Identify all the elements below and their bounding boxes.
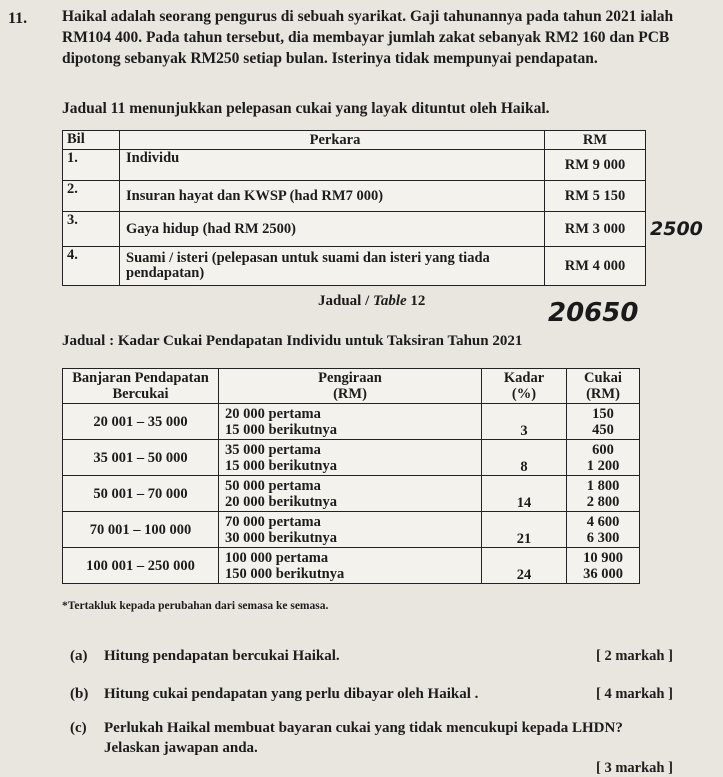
part-a-marks: [ 2 markah ] [596, 648, 673, 664]
header-band [63, 369, 219, 404]
header-band-line-2: Bercukai [112, 386, 169, 402]
intro-line-3: dipotong sebanyak RM250 setiap bulan. Isterinya tidak mempunyai pendapatan. [62, 50, 598, 67]
row-calc-next: 15 000 berikutnya [225, 457, 337, 474]
table-row [63, 476, 640, 512]
part-c-text-line-2: Jelaskan jawapan anda. [104, 740, 258, 756]
part-b-marks: [ 4 markah ] [596, 686, 673, 702]
handwritten-note-2500: 2500 [650, 218, 703, 240]
row-tax [567, 404, 640, 440]
row-calc-first: 20 000 pertama [225, 405, 321, 422]
question-number: 11. [8, 10, 28, 27]
row-calc [219, 476, 482, 512]
row-tax-first: 10 900 [583, 549, 623, 566]
caption-main: Jadual / [318, 293, 374, 309]
row-rate: 14 [482, 476, 567, 512]
row-tax-first: 600 [592, 441, 614, 458]
caption-number: 12 [406, 293, 426, 309]
relief-table-caption [318, 293, 425, 310]
row-tax-first: 1 800 [586, 477, 620, 494]
row-band: 70 001 – 100 000 [63, 512, 219, 548]
table-row [63, 181, 646, 212]
row-tax-next: 2 800 [586, 493, 620, 510]
row-perkara: Insuran hayat dan KWSP (had RM7 000) [120, 181, 545, 212]
row-tax [567, 548, 640, 584]
header-band-line-1: Banjaran Pendapatan [72, 370, 209, 386]
row-tax-first: 150 [592, 405, 614, 422]
row-band: 50 001 – 70 000 [63, 476, 219, 512]
header-rate-line-2: (%) [511, 386, 537, 402]
relief-table [62, 130, 646, 286]
header-rate-line-1: Kadar [503, 370, 545, 386]
row-calc-next: 15 000 berikutnya [225, 421, 337, 438]
row-calc-next: 30 000 berikutnya [225, 529, 337, 546]
row-bil: 1. [63, 150, 120, 181]
row-calc [219, 440, 482, 476]
row-tax-next: 1 200 [586, 457, 620, 474]
row-calc [219, 512, 482, 548]
row-calc-first: 70 000 pertama [225, 513, 321, 530]
tax-table-title: Jadual : Kadar Cukai Pendapatan Individu untuk Taksiran Tahun 2021 [62, 333, 523, 349]
part-a-label: (a) [70, 648, 88, 664]
row-calc [219, 404, 482, 440]
row-perkara: Individu [120, 150, 545, 181]
relief-table-header [63, 131, 646, 150]
row-bil: 3. [63, 212, 120, 247]
caption-italic: Table [373, 293, 407, 309]
row-rm: RM 3 000 [545, 212, 646, 247]
part-c-label: (c) [70, 720, 87, 736]
part-b-text: Hitung cukai pendapatan yang perlu dibayar oleh Haikal . [104, 686, 479, 702]
intro-line-2: RM104 400. Pada tahun tersebut, dia membayar jumlah zakat sebanyak RM2 160 dan PCB [62, 29, 670, 46]
part-a-text: Hitung pendapatan bercukai Haikal. [104, 648, 340, 664]
table-row [63, 404, 640, 440]
row-perkara-line-2: pendapatan) [126, 265, 205, 281]
header-calc-line-2: (RM) [333, 386, 367, 402]
header-perkara: Perkara [120, 131, 545, 150]
row-bil: 4. [63, 247, 120, 286]
row-tax-next: 36 000 [583, 565, 623, 582]
row-tax [567, 440, 640, 476]
row-band: 100 001 – 250 000 [63, 548, 219, 584]
row-rate: 24 [482, 548, 567, 584]
table-row [63, 150, 646, 181]
table-row [63, 548, 640, 584]
header-rm: RM [545, 131, 646, 150]
part-c-marks: [ 3 markah ] [596, 760, 673, 776]
row-perkara-line-1: Suami / isteri (pelepasan untuk suami dan isteri yang tiada [126, 250, 490, 266]
row-calc-next: 20 000 berikutnya [225, 493, 337, 510]
table-row [63, 212, 646, 247]
row-rate: 8 [482, 440, 567, 476]
row-rm: RM 9 000 [545, 150, 646, 181]
tax-table-header [63, 369, 640, 404]
table-row [63, 440, 640, 476]
table-intro: Jadual 11 menunjukkan pelepasan cukai yang layak dituntut oleh Haikal. [62, 100, 550, 117]
header-tax-line-1: Cukai [584, 370, 622, 386]
part-c-text: Perlukah Haikal membuat bayaran cukai yang tidak mencukupi kepada LHDN? [104, 720, 623, 736]
header-tax [567, 369, 640, 404]
row-bil: 2. [63, 181, 120, 212]
header-bil: Bil [63, 131, 120, 150]
intro-line-1: Haikal adalah seorang pengurus di sebuah syarikat. Gaji tahunannya pada tahun 2021 ialah [62, 8, 674, 25]
row-rm: RM 4 000 [545, 247, 646, 286]
header-rate [482, 369, 567, 404]
row-calc-first: 100 000 pertama [225, 549, 329, 566]
row-calc-first: 50 000 pertama [225, 477, 321, 494]
part-b-label: (b) [70, 686, 89, 702]
table-row [63, 512, 640, 548]
row-tax-next: 450 [592, 421, 614, 438]
row-calc-first: 35 000 pertama [225, 441, 321, 458]
header-calc [219, 369, 482, 404]
question-intro [62, 6, 673, 69]
row-rate: 3 [482, 404, 567, 440]
row-tax [567, 476, 640, 512]
row-band: 20 001 – 35 000 [63, 404, 219, 440]
row-calc-next: 150 000 berikutnya [225, 565, 345, 582]
header-calc-line-1: Pengiraan [318, 370, 382, 386]
row-tax [567, 512, 640, 548]
row-rm: RM 5 150 [545, 181, 646, 212]
header-tax-line-2: (RM) [586, 386, 620, 402]
row-calc [219, 548, 482, 584]
table-row [63, 247, 646, 286]
row-tax-first: 4 600 [586, 513, 620, 530]
row-band: 35 001 – 50 000 [63, 440, 219, 476]
tax-table-footnote: *Tertakluk kepada perubahan dari semasa ke semasa. [62, 600, 329, 612]
row-tax-next: 6 300 [586, 529, 620, 546]
row-perkara [120, 247, 545, 286]
row-rate: 21 [482, 512, 567, 548]
tax-rate-table [62, 368, 640, 584]
handwritten-total: 20650 [548, 298, 639, 328]
row-perkara: Gaya hidup (had RM 2500) [120, 212, 545, 247]
